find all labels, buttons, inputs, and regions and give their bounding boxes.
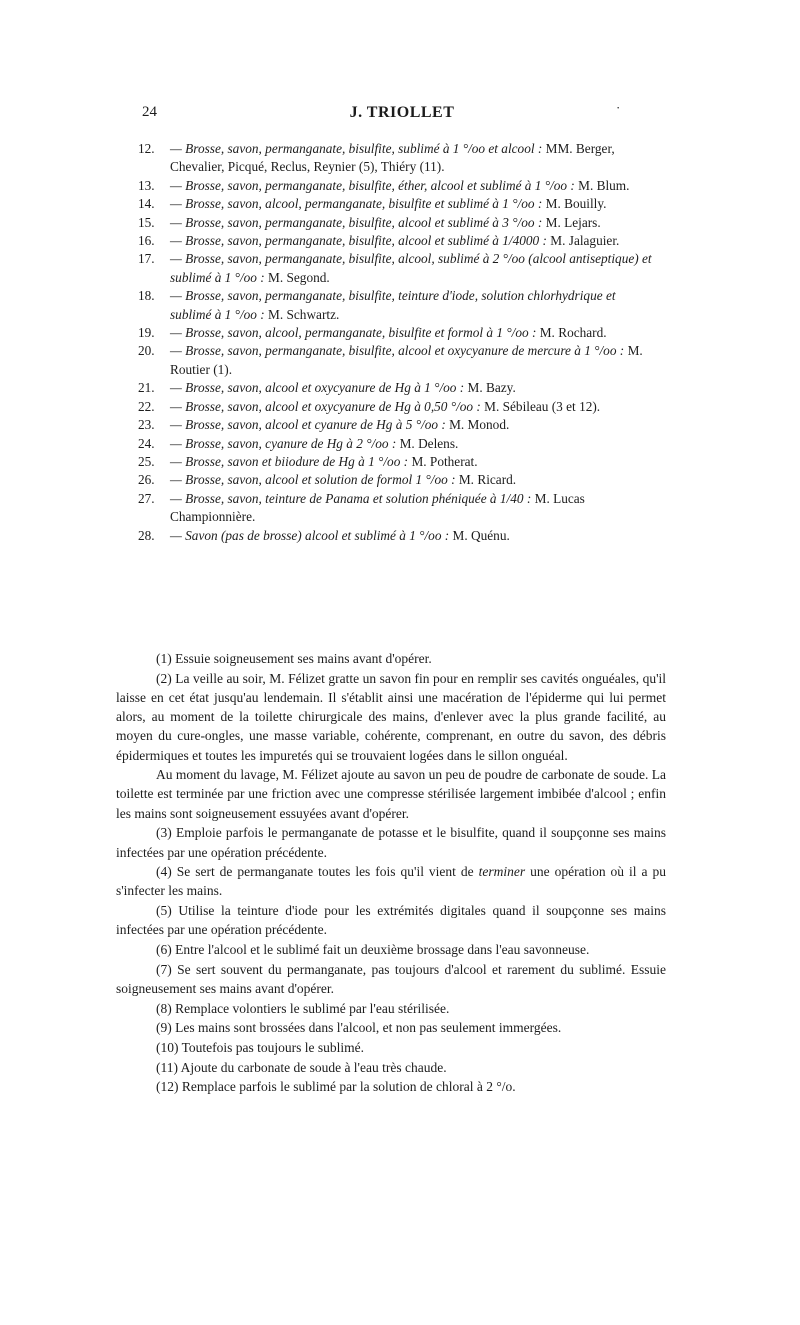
entry-text bbox=[170, 471, 658, 489]
entry-surgeons: MM. Berger, Chevalier, Picqué, Reclus, Reynier (5), Thiéry (11). bbox=[170, 141, 615, 175]
entry-surgeons: M. Lejars. bbox=[542, 214, 601, 230]
entry-number: 19. bbox=[138, 325, 155, 341]
entry-number: 20. bbox=[138, 343, 155, 359]
entry-number: 16. bbox=[138, 233, 155, 249]
list-item bbox=[138, 471, 658, 489]
footnote: (2) La veille au soir, M. Félizet gratte un savon fin pour en remplir ses cavités onguéales, qu'il laisse en cet état jusqu'au lendemain. Il s'établit ainsi une macération de l'épiderme qui lui permet alors, au moment de la toilette chirurgicale des mains, d'enlever avec la plus grande facilité, au moyen du cure-ongles, une masse variable, cohérente, comprenant, en outre du savon, des débris épidermiques et toutes les impuretés qui se trouvaient logées dans le sillon onguéal. bbox=[116, 670, 666, 763]
footnote: (7) Se sert souvent du permanganate, pas toujours d'alcool et rarement du sublimé. Essuie soigneusement ses mains avant d'opérer. bbox=[116, 961, 666, 996]
entry-text bbox=[170, 214, 658, 232]
list-item bbox=[138, 342, 658, 379]
list-item bbox=[138, 250, 658, 287]
entry-number: 27. bbox=[138, 490, 155, 506]
entry-text bbox=[170, 250, 658, 287]
entry-surgeons: M. Potherat. bbox=[408, 453, 478, 469]
footnote: (8) Remplace volontiers le sublimé par l'eau stérilisée. bbox=[156, 1000, 450, 1016]
header-mark: · bbox=[616, 100, 621, 115]
entry-surgeons: M. Bazy. bbox=[464, 380, 516, 396]
entry-text bbox=[170, 232, 658, 250]
footnotes bbox=[116, 649, 666, 1097]
footnote: (12) Remplace parfois le sublimé par la solution de chloral à 2 °/o. bbox=[156, 1079, 516, 1095]
entry-method: — Brosse, savon, permanganate, bisulfite, sublimé à 1 °/oo et alcool : bbox=[170, 141, 543, 156]
list-item bbox=[138, 435, 658, 453]
entry-surgeons: M. Delens. bbox=[396, 435, 459, 451]
footnote-text: une opération où il a pu s'infecter les mains. bbox=[116, 864, 666, 899]
entry-text bbox=[170, 435, 658, 453]
entry-text bbox=[170, 324, 658, 342]
entry-method: — Brosse, savon, alcool et oxycyanure de Hg à 0,50 °/oo : bbox=[170, 398, 481, 414]
entry-number: 28. bbox=[138, 527, 155, 543]
list-item bbox=[138, 379, 658, 397]
entry-number: 15. bbox=[138, 214, 155, 230]
entry-surgeons: M. Lucas Championnière. bbox=[170, 490, 585, 525]
entry-surgeons: M. Rochard. bbox=[536, 325, 607, 341]
list-item bbox=[138, 140, 658, 177]
entry-method: — Brosse, savon, alcool et cyanure de Hg à 5 °/oo : bbox=[170, 417, 446, 433]
footnote: (11) Ajoute du carbonate de soude à l'eau très chaude. bbox=[156, 1059, 447, 1075]
footnote: (5) Utilise la teinture d'iode pour les extrémités digitales quand il soupçonne ses mains infectées par une opération précédente. bbox=[116, 903, 666, 938]
entry-number: 21. bbox=[138, 380, 155, 396]
surgeon-method-list bbox=[138, 140, 658, 545]
entry-text bbox=[170, 527, 658, 545]
footnote: (9) Les mains sont brossées dans l'alcool, et non pas seulement immergées. bbox=[156, 1020, 562, 1036]
entry-surgeons: M. Ricard. bbox=[455, 472, 517, 488]
entry-method: — Brosse, savon, permanganate, bisulfite, éther, alcool et sublimé à 1 °/oo : bbox=[170, 177, 575, 193]
entry-number: 23. bbox=[138, 417, 155, 433]
entry-method: — Brosse, savon, cyanure de Hg à 2 °/oo : bbox=[170, 435, 397, 451]
entry-method: — Brosse, savon, alcool, permanganate, bisulfite et formol à 1 °/oo : bbox=[170, 325, 537, 341]
footnote bbox=[116, 862, 666, 900]
entry-surgeons: M. Blum. bbox=[574, 177, 630, 193]
footnote: (3) Emploie parfois le permanganate de potasse et le bisulfite, quand il soupçonne ses mains infectées par une opération précédente. bbox=[116, 825, 666, 860]
list-item bbox=[138, 490, 658, 527]
entry-method: — Brosse, savon, permanganate, bisulfite, alcool et sublimé à 3 °/oo : bbox=[170, 214, 543, 230]
list-item bbox=[138, 527, 658, 545]
entry-text bbox=[170, 177, 658, 195]
entry-method: — Brosse, savon, permanganate, bisulfite, alcool et sublimé à 1/4000 : bbox=[170, 233, 547, 249]
footnote-text: (4) Se sert de permanganate toutes les fois qu'il vient de bbox=[156, 864, 479, 880]
entry-text bbox=[170, 490, 658, 527]
entry-number: 18. bbox=[138, 288, 155, 304]
entry-number: 13. bbox=[138, 177, 155, 193]
entry-method: — Brosse, savon, teinture de Panama et solution phéniquée à 1/40 : bbox=[170, 490, 532, 506]
entry-surgeons: M. Quénu. bbox=[449, 527, 510, 543]
entry-text bbox=[170, 453, 658, 471]
entry-number: 14. bbox=[138, 196, 155, 212]
footnote-emphasis: terminer bbox=[478, 864, 526, 880]
running-title: J. TRIOLLET bbox=[349, 104, 455, 121]
page-number: 24 bbox=[142, 104, 157, 120]
entry-surgeons: M. Monod. bbox=[445, 417, 510, 433]
entry-number: 12. bbox=[138, 141, 155, 156]
entry-number: 17. bbox=[138, 251, 155, 267]
entry-number: 26. bbox=[138, 472, 155, 488]
entry-text bbox=[170, 398, 658, 416]
entry-number: 22. bbox=[138, 398, 155, 414]
entry-surgeons: M. Schwartz. bbox=[264, 306, 340, 322]
page-header bbox=[142, 100, 662, 128]
entry-text bbox=[170, 195, 658, 213]
list-item bbox=[138, 416, 658, 434]
footnote: (1) Essuie soigneusement ses mains avant d'opérer. bbox=[156, 651, 432, 666]
entry-text bbox=[170, 140, 658, 177]
entry-surgeons: M. Sébileau (3 et 12). bbox=[480, 398, 601, 414]
footnote: Au moment du lavage, M. Félizet ajoute au savon un peu de poudre de carbonate de soude. La toilette est terminée par une friction avec une compresse stérilisée largement imbibée d'alcool ; enfin les mains sont soigneusement essuyées avant d'opérer. bbox=[116, 767, 666, 821]
footnote: (6) Entre l'alcool et le sublimé fait un deuxième brossage dans l'eau savonneuse. bbox=[156, 942, 590, 958]
entry-text bbox=[170, 287, 658, 324]
list-item bbox=[138, 177, 658, 195]
entry-number: 25. bbox=[138, 453, 155, 469]
entry-text bbox=[170, 379, 658, 397]
footnote: (10) Toutefois pas toujours le sublimé. bbox=[156, 1040, 365, 1056]
list-item bbox=[138, 324, 658, 342]
entry-text bbox=[170, 416, 658, 434]
entry-surgeons: M. Jalaguier. bbox=[546, 233, 620, 249]
list-item bbox=[138, 287, 658, 324]
entry-method: — Brosse, savon, permanganate, bisulfite, alcool et oxycyanure de mercure à 1 °/oo : bbox=[170, 343, 625, 359]
entry-method: — Brosse, savon, alcool et solution de formol 1 °/oo : bbox=[170, 472, 456, 488]
list-item bbox=[138, 232, 658, 250]
entry-method: — Brosse, savon et biiodure de Hg à 1 °/oo : bbox=[170, 453, 409, 469]
entry-method: — Brosse, savon, permanganate, bisulfite, alcool, sublimé à 2 °/oo (alcool antiseptique) et sublimé à 1 °/oo : bbox=[170, 251, 652, 285]
list-item bbox=[138, 398, 658, 416]
list-item bbox=[138, 214, 658, 232]
entry-method: — Brosse, savon, permanganate, bisulfite, teinture d'iode, solution chlorhydrique et sublimé à 1 °/oo : bbox=[170, 288, 616, 322]
entry-surgeons: M. Bouilly. bbox=[542, 196, 607, 212]
entry-surgeons: M. Segond. bbox=[264, 269, 330, 285]
entry-number: 24. bbox=[138, 435, 155, 451]
entry-method: — Brosse, savon, alcool et oxycyanure de Hg à 1 °/oo : bbox=[170, 380, 465, 396]
entry-surgeons: M. Routier (1). bbox=[170, 343, 643, 377]
list-item bbox=[138, 195, 658, 213]
entry-text bbox=[170, 342, 658, 379]
entry-method: — Savon (pas de brosse) alcool et sublimé à 1 °/oo : bbox=[170, 527, 450, 543]
list-item bbox=[138, 453, 658, 471]
entry-method: — Brosse, savon, alcool, permanganate, bisulfite et sublimé à 1 °/oo : bbox=[170, 196, 543, 212]
